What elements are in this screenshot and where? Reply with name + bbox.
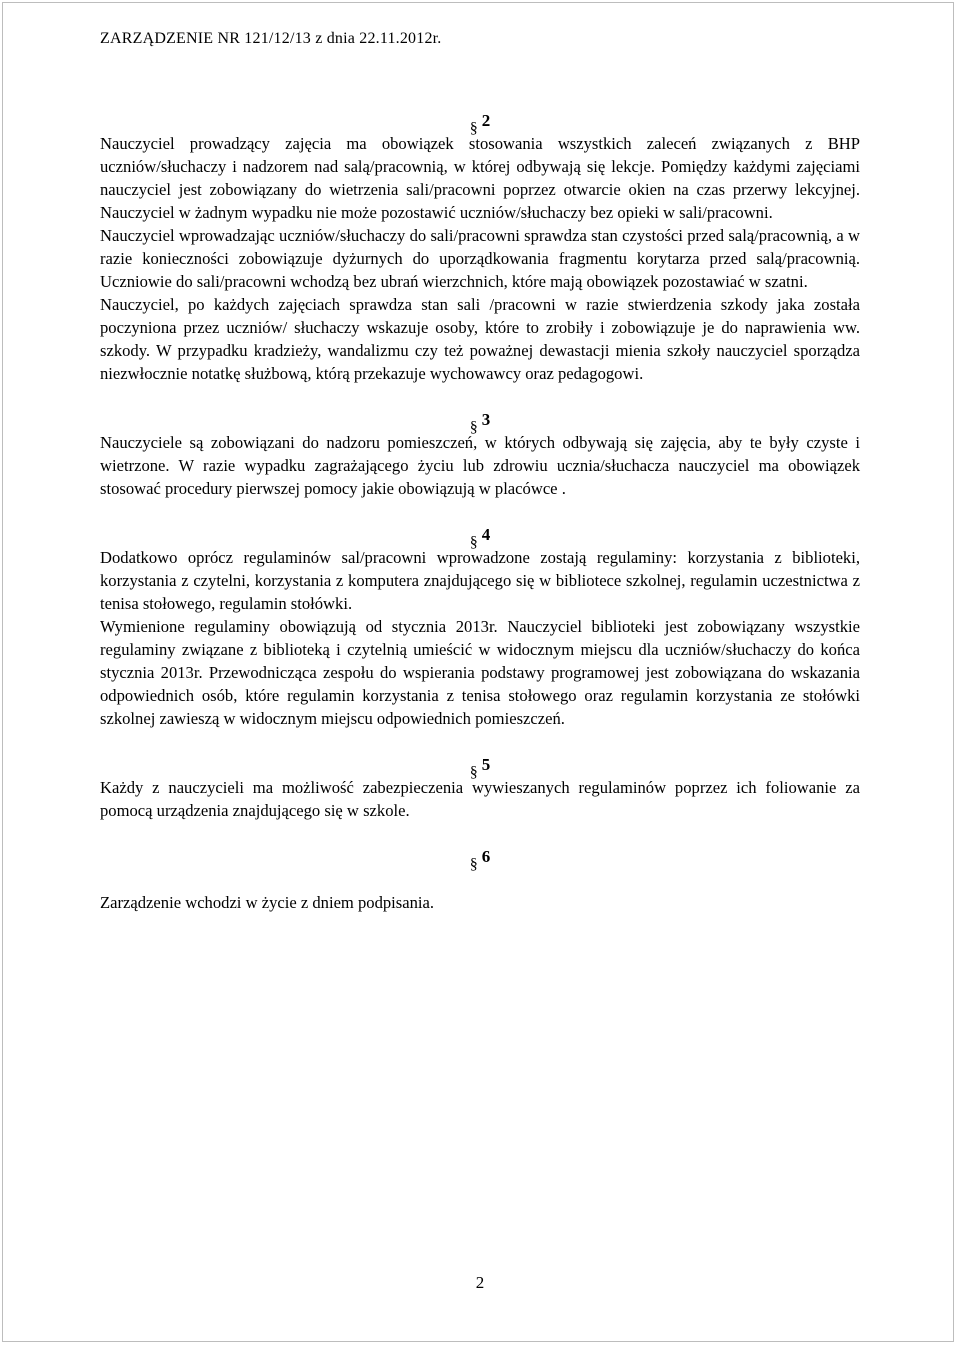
document-body [100, 86, 860, 914]
section-number: 4 [481, 525, 491, 544]
section-symbol: § [469, 856, 478, 873]
paragraph: Nauczyciel, po każdych zajęciach sprawdza stan sali /pracowni w razie stwierdzenia szkody jaka została poczyniona przez uczniów/ słuchaczy wskazuje osoby, które to zrobiły i zobowiązuje je do naprawienia ww. szkody. W przypadku kradzieży, wandalizmu czy też poważnej dewastacji mienia szkoły nauczyciel sporządza niezwłocznie notatkę służbową, którą przekazuje wychowawcy oraz pedagogowi. [100, 295, 860, 383]
paragraph: Każdy z nauczycieli ma możliwość zabezpieczenia wywieszanych regulaminów poprzez ich foliowanie za pomocą urządzenia znajdującego się w szkole. [100, 778, 860, 820]
paragraph: Wymienione regulaminy obowiązują od stycznia 2013r. Nauczyciel biblioteki jest zobowiązany wszystkie regulaminy związane z biblioteką i czytelnią umieścić w widocznym miejscu dla uczniów/słuchaczy do końca stycznia 2013r. Przewodnicząca zespołu do wspierania podstawy programowej jest zobowiązana do wskazania odpowiednich osób, które regulamin korzystania z tenisa stołowego oraz regulamin korzystania ze stołówki szkolnej zawieszą w widocznym miejscu odpowiednich pomieszczeń. [100, 617, 860, 728]
page-number: 2 [475, 1273, 485, 1292]
section-number: 6 [481, 847, 491, 866]
section-heading-2 [100, 109, 860, 137]
paragraph: Nauczyciele są zobowiązani do nadzoru pomieszczeń, w których odbywają się zajęcia, aby te były czyste i wietrzone. W razie wypadku zagrażającego życiu lub zdrowiu ucznia/słuchacza nauczyciel ma obowiązek stosować procedury pierwszej pomocy jakie obowiązują w placówce . [100, 433, 860, 498]
paragraph: Nauczyciel prowadzący zajęcia ma obowiązek stosowania wszystkich zaleceń związanych z BHP uczniów/słuchaczy i nadzorem nad salą/pracownią, w której odbywają się lekcje. Pomiędzy każdymi zajęciami nauczyciel jest zobowiązany do wietrzenia sali/pracowni poprzez otwarcie okien na czas przerwy lekcyjnej. Nauczyciel w żadnym wypadku nie może pozostawić uczniów/słuchaczy bez opieki w sali/pracowni. [100, 134, 860, 222]
section-number: 2 [481, 111, 491, 130]
section-heading-3 [100, 408, 860, 436]
section-symbol: § [469, 419, 478, 436]
paragraph: Dodatkowo oprócz regulaminów sal/pracowni wprowadzone zostają regulaminy: korzystania z biblioteki, korzystania z czytelni, korzystania z komputera znajdującego się w bibliotece szkolnej, regulamin uczestnictwa z tenisa stołowego, regulamin stołówki. [100, 548, 860, 613]
section-symbol: § [469, 534, 478, 551]
section-number: 5 [481, 755, 491, 774]
paragraph: Nauczyciel wprowadzając uczniów/słuchaczy do sali/pracowni sprawdza stan czystości przed salą/pracownią, a w razie konieczności zobowiązuje dyżurnych do uporządkowania fragmentu korytarza przed salą/pracownią. Uczniowie do sali/pracowni wchodzą bez ubrań wierzchnich, które mają obowiązek pozostawiać w szatni. [100, 226, 860, 291]
section-symbol: § [469, 120, 478, 137]
document-header: ZARZĄDZENIE NR 121/12/13 z dnia 22.11.2012r. [100, 30, 442, 47]
section-heading-6 [100, 845, 860, 873]
section-heading-4 [100, 523, 860, 551]
section-heading-5 [100, 753, 860, 781]
section-number: 3 [481, 410, 491, 429]
section-symbol: § [469, 764, 478, 781]
paragraph: Zarządzenie wchodzi w życie z dniem podpisania. [100, 893, 435, 912]
